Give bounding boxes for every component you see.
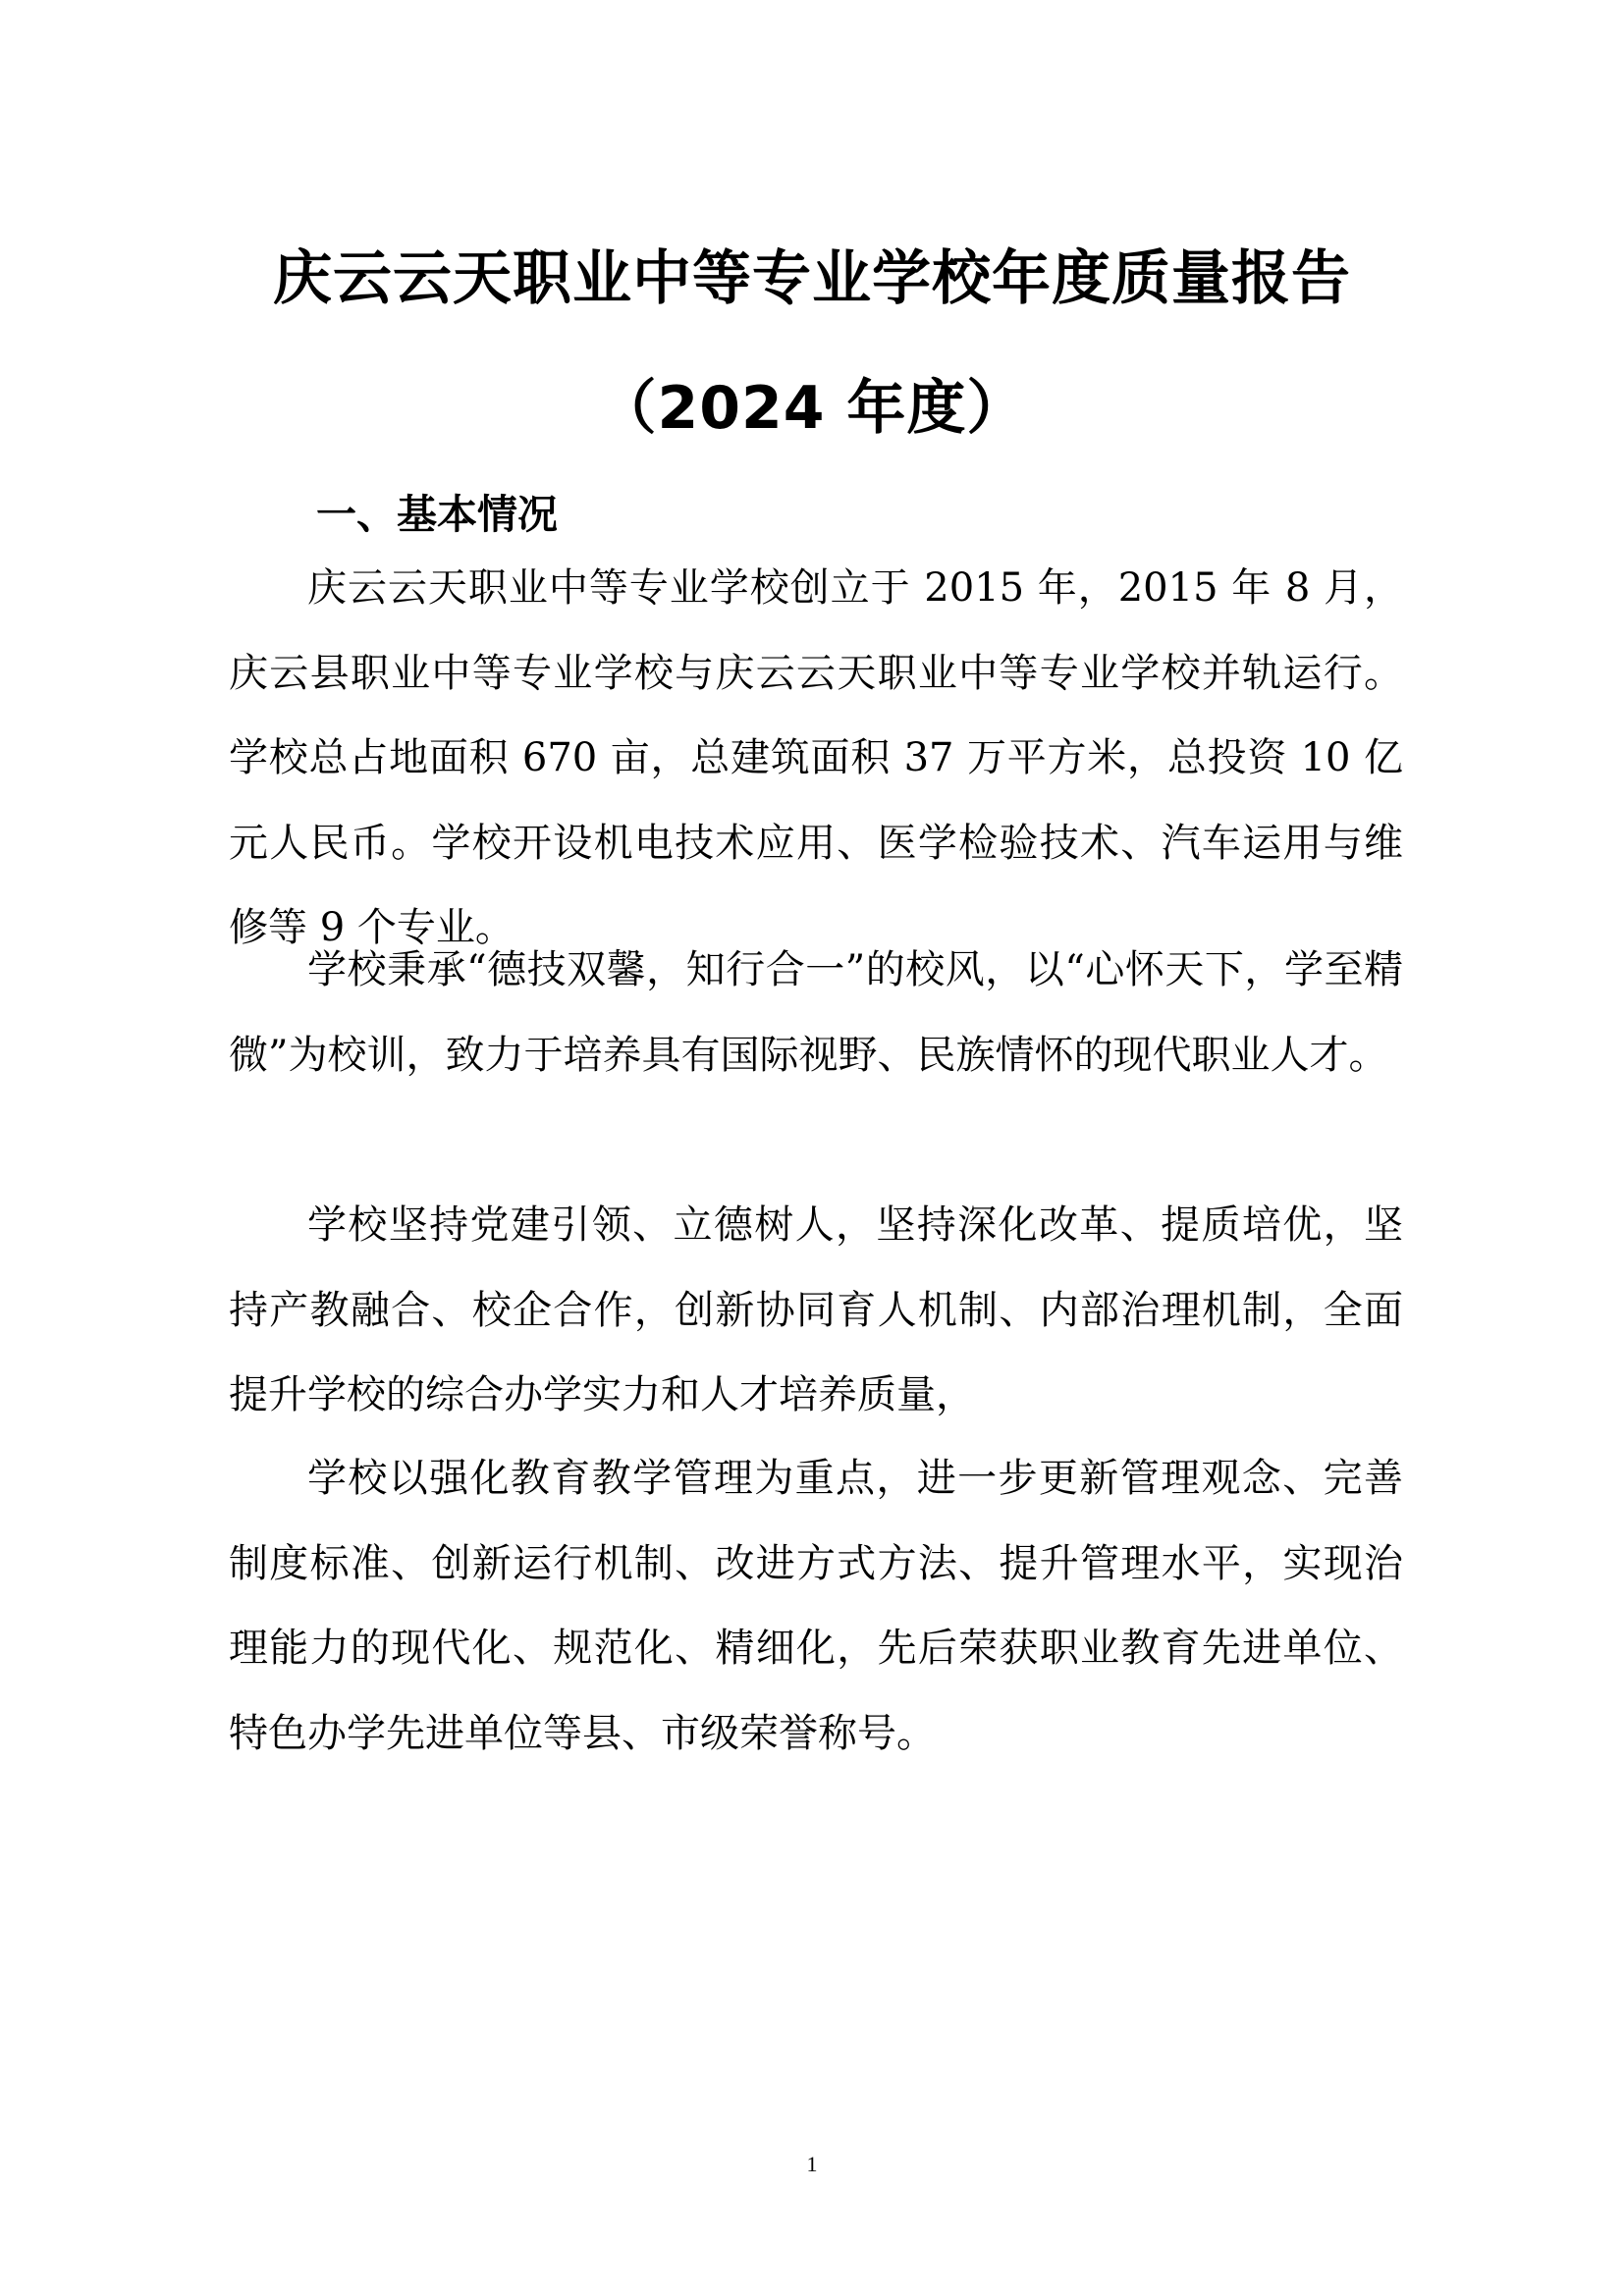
document-subtitle: （2024 年度） [597,374,1027,443]
paragraph-party-building: 学校坚持党建引领、立德树人，坚持深化改革、提质培优，坚持产教融合、校企合作，创新协同育人机制、内部治理机制，全面提升学校的综合办学实力和人才培养质量， [229,1202,1403,1417]
page-number: 1 [806,2152,818,2176]
paragraph-basic-info: 庆云云天职业中等专业学校创立于 2015 年，2015 年 8 月，庆云县职业中等专业学校与庆云云天职业中等专业学校并轨运行。学校总占地面积 670 亩，总建筑面积 37 万平方米，总投资 10 亿元人民币。学校开设机电技术应用、医学检验技术、汽车运用与维修等 9 个专业。 [229,565,1403,950]
section-heading: 一、基本情况 [316,491,558,538]
document-title: 庆云云天职业中等专业学校年度质量报告 [273,244,1351,313]
paragraph-management: 学校以强化教育教学管理为重点，进一步更新管理观念、完善制度标准、创新运行机制、改进方式方法、提升管理水平，实现治理能力的现代化、规范化、精细化，先后荣获职业教育先进单位、特色办学先进单位等县、市级荣誉称号。 [229,1456,1403,1756]
paragraph-school-motto: 学校秉承“德技双馨，知行合一”的校风，以“心怀天下，学至精微”为校训，致力于培养具有国际视野、民族情怀的现代职业人才。 [229,947,1403,1078]
